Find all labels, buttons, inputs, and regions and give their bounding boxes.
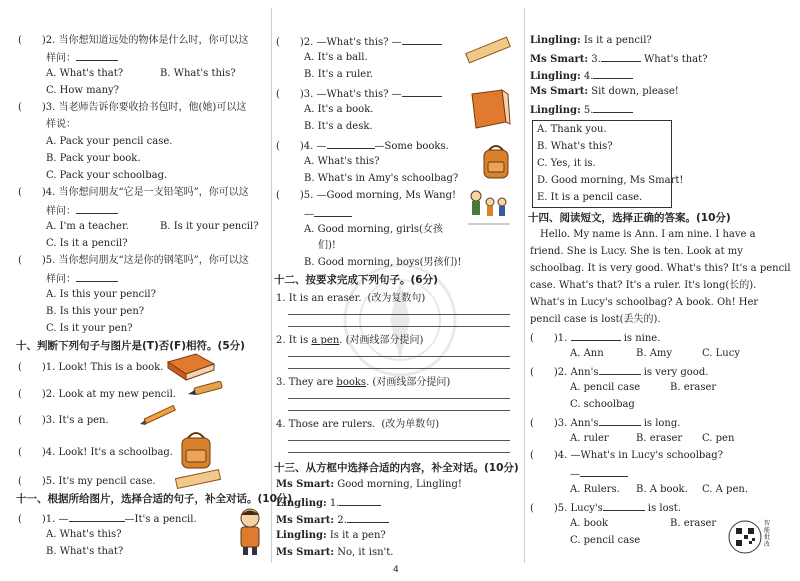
q3-option-a: A. It's a book. [304, 104, 374, 115]
choice-d: D. Good morning, Ms Smart! [537, 175, 684, 186]
question-3-stem-cont: 样说： [46, 119, 76, 130]
passage-line-4: case. What's that? It's a ruler. It's long(长的). [530, 280, 757, 291]
page-number: 4 [393, 565, 399, 575]
question-3-stem: ( )3. 当老师告诉你要收拾书包时，他(她)可以这 [18, 102, 247, 113]
reading-q5-stem: ( )5. Lucy's is lost. [530, 500, 681, 516]
q5-option-b: B. Good morning, boys(男孩们)! [304, 257, 462, 268]
s11-question-1-stem: ( )1. — —It's a pencil. [18, 511, 197, 527]
schoolbag-icon [176, 428, 216, 470]
question-4-stem-cont: 样问： [18, 203, 118, 219]
s11-question-1-option-b: B. What's that? [46, 546, 124, 557]
choice-c: C. Yes, it is. [537, 158, 596, 169]
question-4-options: A. I'm a teacher. B. Is it your pencil? [46, 221, 259, 232]
passage-line-1: Hello. My name is Ann. I am nine. I have a [540, 229, 756, 240]
reading-q3-options: A. ruler B. eraser C. pen [570, 433, 735, 444]
q2-option-b: B. It's a ruler. [304, 69, 374, 80]
reading-q2-options: A. pencil case B. eraser [570, 382, 717, 393]
q3-option-b: B. It's a desk. [304, 121, 373, 132]
dialog-line-8: Lingling: 4. [530, 68, 633, 84]
pen-icon [186, 378, 228, 400]
q4-stem: ( )4. — —Some books. [276, 138, 449, 154]
question-5-option-b: B. Is this your pen? [46, 306, 145, 317]
question-2-option-c: C. How many? [46, 85, 120, 96]
question-2-options: A. What's that? B. What's this? [46, 68, 236, 79]
passage-line-6: pencil case is lost(丢失的). [530, 314, 661, 325]
choices-box [532, 120, 684, 208]
judge-3: ( )3. It's a pen. [18, 415, 109, 426]
column-left [16, 0, 293, 575]
reading-q4-stem: ( )4. —What's in Lucy's schoolbag? [530, 450, 724, 461]
q2-option-a: A. It's a ball. [304, 52, 368, 63]
question-5-option-a: A. Is this your pencil? [46, 289, 156, 300]
s12-item-1: 1. It is an eraser. (改为复数句) [276, 293, 426, 304]
section-10-title: 十、判断下列句子与图片是(T)否(F)相符。(5分) [16, 340, 245, 352]
q5-option-a: A. Good morning, girls(女孩 [304, 224, 443, 235]
question-2-stem-cont: 样问： [18, 50, 118, 66]
reading-q4-options: A. Rulers. B. A book. C. A pen. [570, 484, 748, 495]
dialog-line-10: Lingling: 5. [530, 102, 633, 118]
question-3-option-b: B. Pack your book. [46, 153, 141, 164]
dialog-line-7: Ms Smart: 3. What's that? [530, 51, 708, 67]
passage-line-5: What's in Lucy's schoolbag? A book. Oh! Her [530, 297, 759, 308]
pencil-case-icon [172, 466, 224, 490]
pencil-icon [138, 404, 182, 426]
question-4-stem: ( )4. 当你想问朋友“它是一支铅笔吗”，你可以这 [18, 187, 249, 198]
reading-q5-options: A. book B. eraser [570, 518, 717, 529]
question-5-option-c: C. Is it your pen? [46, 323, 133, 334]
column-right [528, 0, 791, 575]
ruler-icon [462, 36, 512, 64]
dialog-line-6: Lingling: Is it a pencil? [530, 35, 652, 46]
dialog-line-9: Ms Smart: Sit down, please! [530, 86, 679, 97]
dialog-line-3: Ms Smart: 2. [276, 512, 389, 528]
s12-item-2: 2. It is a pen. (对画线部分提问) [276, 335, 424, 346]
reading-q5-option-c: C. pencil case [570, 535, 641, 546]
reading-q2-option-c: C. schoolbag [570, 399, 635, 410]
judge-4: ( )4. Look! It's a schoolbag. [18, 447, 173, 458]
question-4-option-c: C. Is it a pencil? [46, 238, 128, 249]
q5-stem: ( )5. —Good morning, Ms Wang! [276, 190, 457, 201]
passage-line-2: friend. She is Lucy. She is ten. Look at my [530, 246, 743, 257]
smart-grading-label: 智能批改 [764, 520, 771, 548]
section-14-title: 十四、阅读短文，选择正确的答案。(10分) [528, 212, 731, 224]
boy-with-pencil-icon [232, 506, 268, 556]
q3-stem: ( )3. —What's this? — [276, 86, 442, 102]
dialog-line-5: Ms Smart: No, it isn't. [276, 547, 394, 558]
dialog-line-1: Ms Smart: Good morning, Lingling! [276, 479, 462, 490]
judge-2: ( )2. Look at my new pencil. [18, 389, 176, 400]
reading-q1-options: A. Ann B. Amy C. Lucy [570, 348, 740, 359]
choice-a: A. Thank you. [537, 124, 607, 135]
section-12-title: 十二、按要求完成下列句子。(6分) [274, 274, 438, 286]
reading-q3-stem: ( )3. Ann's is long. [530, 415, 680, 431]
q4-option-a: A. What's this? [304, 156, 380, 167]
s11-question-1-option-a: A. What's this? [46, 529, 122, 540]
dialog-line-2: Lingling: 1. [276, 495, 381, 511]
reading-q4-answer-line: — [570, 466, 628, 482]
column-middle [274, 0, 519, 575]
s12-item-3: 3. They are books. (对画线部分提问) [276, 377, 451, 388]
reading-q1-stem: ( )1. is nine. [530, 330, 660, 346]
question-3-option-c: C. Pack your schoolbag. [46, 170, 168, 181]
q2-stem: ( )2. —What's this? — [276, 34, 442, 50]
schoolbag-icon [480, 142, 512, 182]
question-2-stem: ( )2. 当你想知道远处的物体是什么时，你可以这 [18, 35, 249, 46]
section-11-title: 十一、根据所给图片，选择合适的句子，补全对话。(10分) [16, 493, 293, 505]
book-icon [466, 88, 512, 132]
dialog-line-4: Lingling: Is it a pen? [276, 530, 386, 541]
choice-b: B. What's this? [537, 141, 613, 152]
judge-5: ( )5. It's my pencil case. [18, 476, 156, 487]
passage-line-3: schoolbag. It is very good. What's this? It's a pencil [530, 263, 791, 274]
q4-option-b: B. What's in Amy's schoolbag? [304, 173, 459, 184]
choice-e: E. It is a pencil case. [537, 192, 643, 203]
section-13-title: 十三、从方框中选择合适的内容，补全对话。(10分) [274, 462, 519, 474]
q5-option-a-cont: 们)! [318, 240, 336, 251]
qr-code-icon[interactable] [728, 520, 762, 554]
reading-q2-stem: ( )2. Ann's is very good. [530, 364, 708, 380]
judge-1: ( )1. Look! This is a book. [18, 362, 164, 373]
question-5-stem: ( )5. 当你想问朋友“这是你的钢笔吗”，你可以这 [18, 255, 249, 266]
s12-item-4: 4. Those are rulers. (改为单数句) [276, 419, 440, 430]
q5-answer-line: — [276, 206, 352, 222]
teacher-and-kids-icon [466, 188, 512, 228]
question-3-option-a: A. Pack your pencil case. [46, 136, 173, 147]
question-5-stem-cont: 样问： [18, 271, 118, 287]
